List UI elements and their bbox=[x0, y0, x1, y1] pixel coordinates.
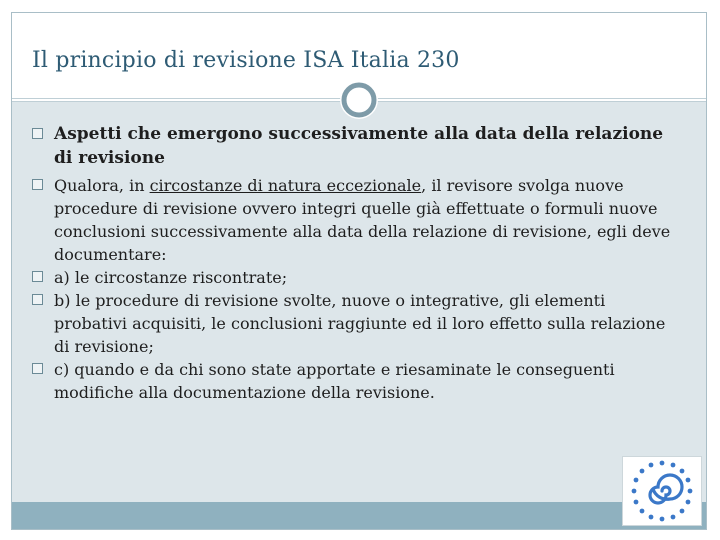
square-bullet-icon bbox=[32, 128, 43, 139]
bullet-heading bbox=[32, 122, 672, 170]
bullet-text-underlined: circostanze di natura eccezionale bbox=[149, 176, 422, 195]
spiral-dots-logo-icon bbox=[622, 456, 702, 526]
bullet-item bbox=[32, 289, 672, 358]
bullet-item bbox=[32, 358, 672, 404]
bullet-text-post: , il revisore svolga nuove procedure di revisione ovvero integri quelle già effettuate o formuli nuove conclusioni successivamente alla data della relazione di revisione, egli deve documentare: bbox=[54, 176, 671, 264]
slide-title: Il principio di revisione ISA Italia 230 bbox=[32, 48, 460, 73]
bullet-text: a) le circostanze riscontrate; bbox=[54, 268, 288, 287]
bullet-text: c) quando e da chi sono state apportate e riesaminate le conseguenti modifiche alla documentazione della revisione. bbox=[54, 360, 615, 402]
bullet-list bbox=[32, 122, 672, 404]
bullet-text: b) le procedure di revisione svolte, nuove o integrative, gli elementi probativi acquisiti, le conclusioni raggiunte ed il loro effetto sulla relazione di revisione; bbox=[54, 291, 666, 356]
bullet-heading-text: Aspetti che emergono successivamente alla data della relazione di revisione bbox=[54, 124, 664, 168]
square-bullet-icon bbox=[32, 363, 43, 374]
spiral-logo-graphic bbox=[623, 457, 701, 525]
bullet-text-pre: Qualora, in bbox=[54, 176, 150, 195]
square-bullet-icon bbox=[32, 294, 43, 305]
square-bullet-icon bbox=[32, 179, 43, 190]
bullet-item bbox=[32, 174, 672, 266]
square-bullet-icon bbox=[32, 271, 43, 282]
bottom-bar bbox=[12, 502, 706, 529]
ring-ornament-icon bbox=[338, 79, 380, 121]
bullet-item bbox=[32, 266, 672, 289]
